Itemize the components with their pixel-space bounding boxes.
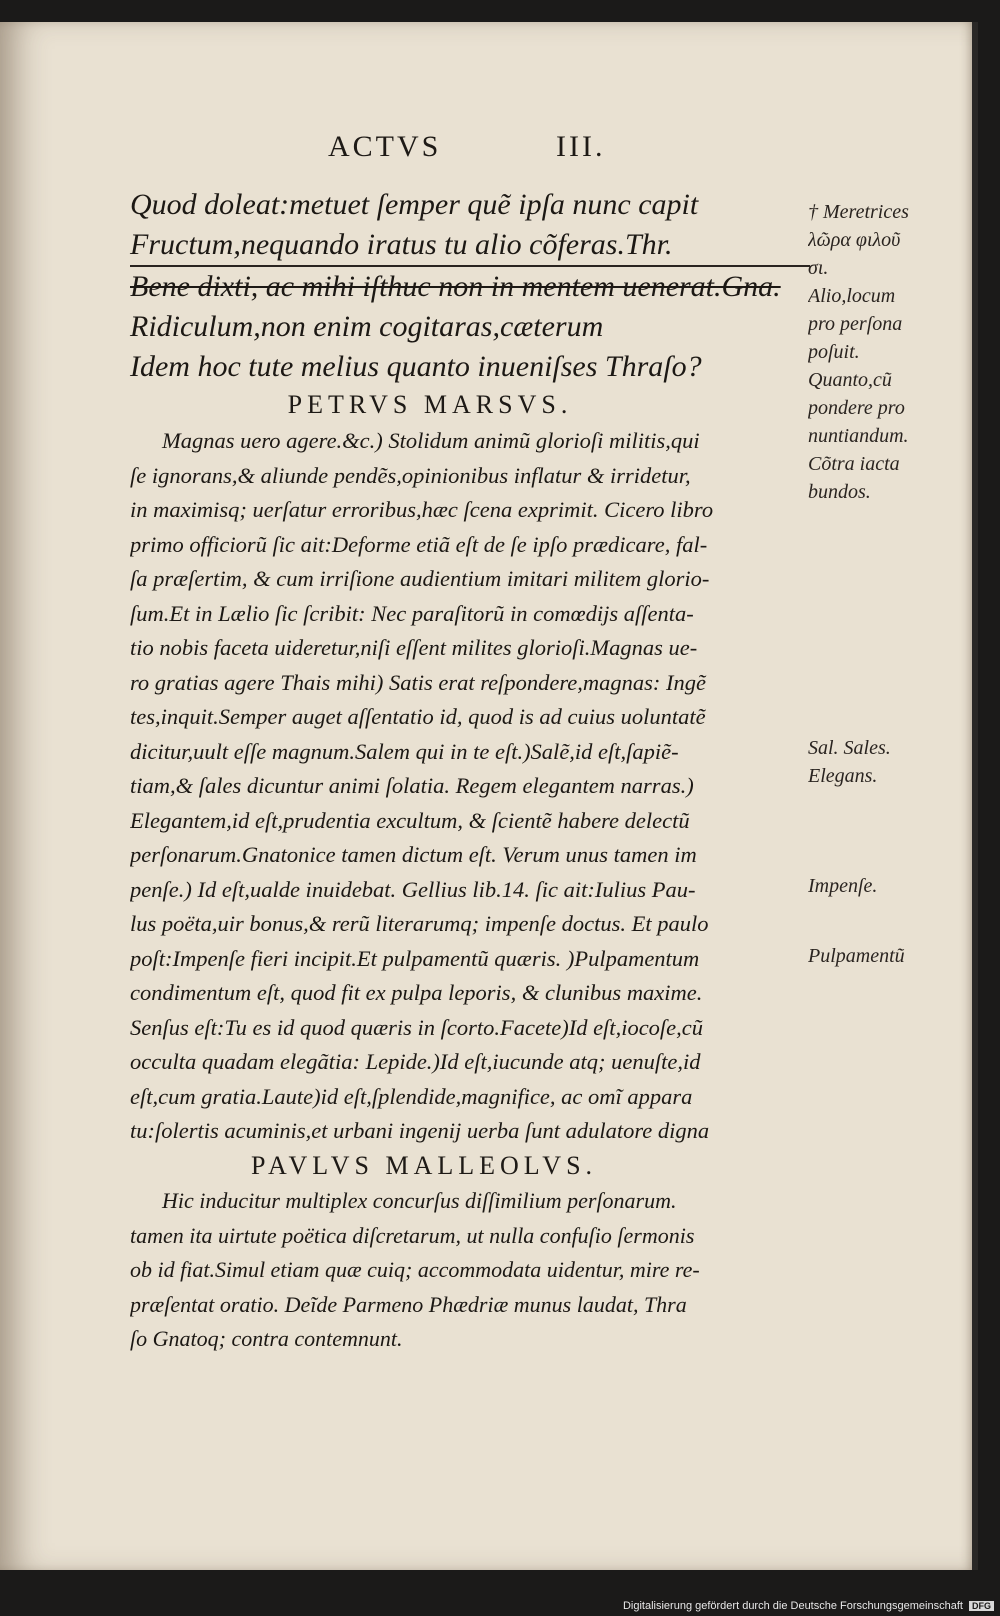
- commentary-line: ſe ignorans,& aliunde pendẽs,opinionibus inflatur & irridetur,: [130, 462, 691, 488]
- commentary-line: ſum.Et in Lælio ſic ſcribit: Nec paraſitorũ in comœdijs aſſenta-: [130, 600, 694, 626]
- commentary-line: tu:ſolertis acuminis,et urbani ingenij uerba ſunt adulatore digna: [130, 1118, 710, 1143]
- marginal-note: Pulpamentũ: [808, 945, 905, 967]
- commentary-block: [130, 424, 794, 1149]
- marginal-note: Elegans.: [808, 765, 878, 787]
- commentary-line: condimentum eſt, quod fit ex pulpa leporis, & clunibus maxime.: [130, 980, 703, 1005]
- running-head-act: ACTVS: [328, 130, 442, 163]
- commentary-line: perſonarum.Gnatonice tamen dictum eſt. Verum unus tamen im: [130, 842, 697, 867]
- commentary-line: præſentat oratio. Deĩde Parmeno Phædriæ munus laudat, Thra: [130, 1291, 687, 1317]
- dfg-logo: DFG: [969, 1601, 994, 1611]
- commentary-line: occulta quadam elegãtia: Lepide.)Id eſt,iucunde atq; uenuſte,id: [130, 1049, 701, 1074]
- commentary-line: Hic inducitur multiplex concurſus diſſimilium perſonarum.: [162, 1188, 677, 1213]
- commentary-line: Elegantem,id eſt,prudentia excultum, & ſcientẽ habere delectũ: [130, 807, 690, 833]
- commentary-line: ſa præſertim, & cum irriſione audientium imitari militem glorio-: [130, 566, 710, 591]
- marginal-note: Alio,locum: [808, 285, 896, 307]
- marginal-notes: [808, 734, 970, 790]
- commentary-line: Senſus eſt:Tu es id quod quæris in ſcorto.Facete)Id eſt,iocoſe,cũ: [130, 1014, 704, 1040]
- commentary-line: dicitur,uult eſſe magnum.Salem qui in te eſt.)Salẽ,id eſt,ſapiẽ-: [130, 738, 679, 764]
- marginal-note: Quanto,cũ: [808, 369, 892, 391]
- marginal-notes: [808, 198, 970, 506]
- commentary-line: tamen ita uirtute poëtica diſcretarum, ut nulla confuſio ſermonis: [130, 1222, 695, 1248]
- commentary-line: poſt:Impenſe fieri incipit.Et pulpamentũ quæris. )Pulpamentum: [130, 945, 700, 971]
- marginal-note: † Meretrices: [808, 201, 909, 223]
- verse-line: Ridiculum,non enim cogitaras,cæterum: [130, 310, 604, 343]
- marginal-note: Sal. Sales.: [808, 737, 891, 759]
- marginal-note: bundos.: [808, 481, 871, 503]
- commentary-line: penſe.) Id eſt,ualde inuidebat. Gellius lib.14. ſic ait:Iulius Pau-: [130, 876, 696, 902]
- marginal-note: λῶρα φιλοῦ: [808, 229, 901, 251]
- marginal-note: Cõtra iacta: [808, 453, 900, 475]
- commentary-line: tiam,& ſales dicuntur animi ſolatia. Regem elegantem narras.): [130, 773, 694, 798]
- section-heading: PAVLVS MALLEOLVS.: [250, 1151, 598, 1180]
- commentary-line: Magnas uero agere.&c.) Stolidum animũ glorioſi militis,qui: [162, 428, 700, 453]
- commentary-line: ſo Gnatoq; contra contemnunt.: [130, 1326, 403, 1351]
- running-head-number: III.: [556, 130, 606, 163]
- commentary-line: eſt,cum gratia.Laute)id eſt,ſplendide,magnifice, ac omĩ appara: [130, 1083, 693, 1109]
- marginal-note: Impenſe.: [808, 875, 878, 897]
- footer-text: Digitalisierung gefördert durch die Deutsche Forschungsgemeinschaft: [622, 1600, 963, 1612]
- marginal-note: poſuit.: [808, 341, 860, 363]
- marginal-note: nuntiandum.: [808, 425, 909, 447]
- commentary-line: ob id fiat.Simul etiam quæ cuiq; accommodata uidentur, mire re-: [130, 1257, 700, 1282]
- marginal-notes: [808, 872, 970, 900]
- verse-line: Fructum,nequando iratus tu alio cõferas.Thr.: [130, 225, 810, 267]
- commentary-line: tio nobis faceta uideretur,niſi eſſent milites glorioſi.Magnas ue-: [130, 635, 698, 660]
- marginal-note: pondere pro: [808, 397, 905, 419]
- verse-line: Bene dixti, ac mihi iſthuc non in mentem uenerat.Gna.: [130, 270, 781, 303]
- page-edge: [972, 22, 978, 1570]
- commentary-line: lus poëta,uir bonus,& rerũ literarumq; impenſe doctus. Et paulo: [130, 911, 709, 936]
- digitization-footer: [623, 1600, 994, 1612]
- verse-block: [130, 185, 810, 387]
- commentary-line: primo officiorũ ſic ait:Deforme etiã eſt de ſe ipſo prædicare, fal-: [130, 531, 708, 557]
- commentary-line: in maximisq; uerſatur erroribus,hæc ſcena exprimit. Cicero libro: [130, 497, 714, 522]
- commentary-line: tes,inquit.Semper auget aſſentatio id, quod is ad cuius uoluntatẽ: [130, 704, 706, 729]
- verse-line: Idem hoc tute melius quanto inueniſses Thraſo?: [130, 350, 702, 383]
- marginal-notes: [808, 942, 970, 970]
- section-heading: PETRVS MARSVS.: [287, 390, 573, 419]
- verse-line: Quod doleat:metuet ſemper quẽ ipſa nunc capit: [130, 188, 699, 221]
- commentary-line: ro gratias agere Thais mihi) Satis erat reſpondere,magnas: Ingẽ: [130, 669, 707, 695]
- commentary-block: [130, 1184, 794, 1357]
- marginal-note: pro perſona: [808, 313, 903, 335]
- marginal-note: σι.: [808, 257, 829, 279]
